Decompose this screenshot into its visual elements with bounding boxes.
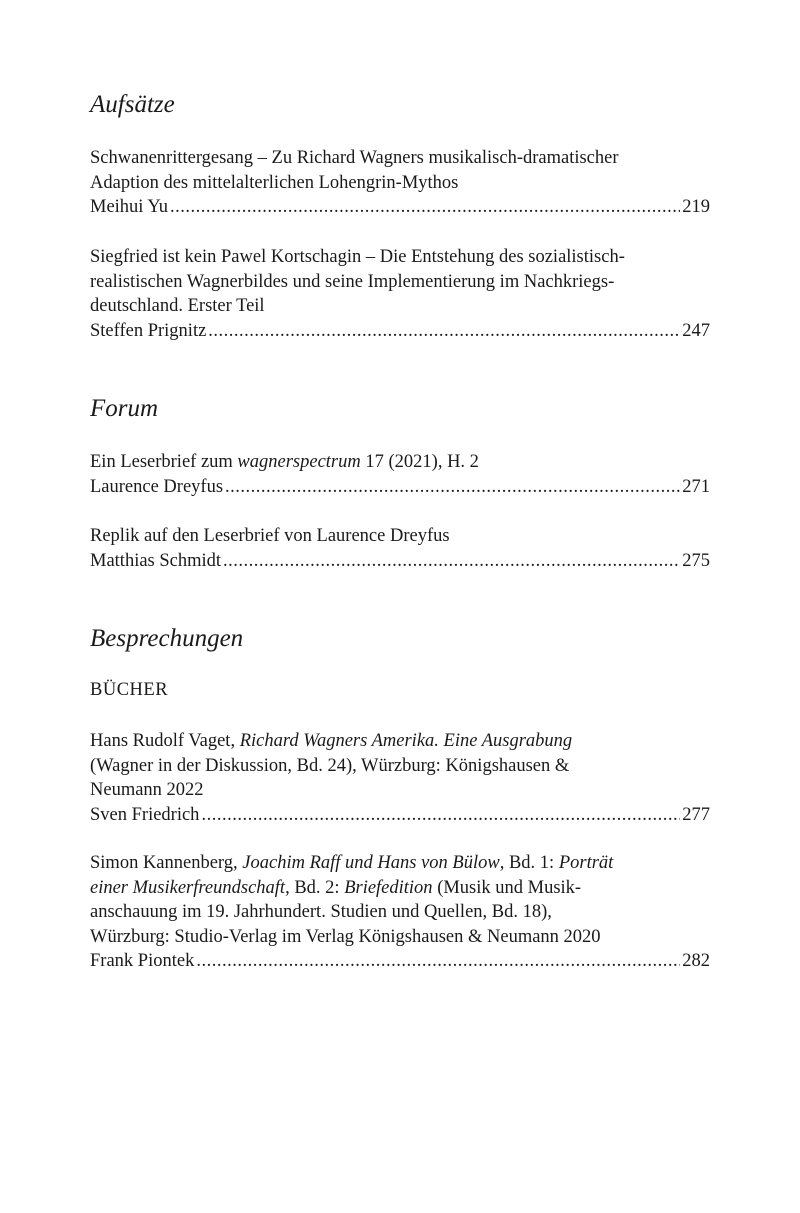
entry-title-line: Neumann 2022	[90, 780, 204, 800]
entry-author-line	[90, 475, 710, 500]
entry-author-line	[90, 949, 710, 974]
entry-title-line: Würzburg: Studio-Verlag im Verlag Königshausen & Neumann 2020	[90, 926, 601, 947]
entry-title-line	[90, 729, 710, 754]
entry-title-line	[90, 876, 710, 901]
entry-author: Sven Friedrich	[90, 804, 200, 825]
entry-page-number: 247	[682, 320, 710, 341]
dot-leader	[196, 949, 680, 974]
entry-page-number: 282	[682, 951, 710, 971]
entry-author: Frank Piontek	[90, 951, 195, 971]
journal-title: wagnerspectrum	[237, 452, 361, 472]
toc-entry[interactable]	[90, 524, 710, 573]
section-heading-forum: Forum	[90, 395, 159, 422]
book-title: Richard Wagners Amerika. Eine Ausgrabung	[239, 731, 573, 751]
entry-title-text: Ein Leserbrief zum	[90, 452, 238, 472]
entry-title-line: Schwanenrittergesang – Zu Richard Wagners musikalisch-dramatischer	[90, 148, 619, 168]
toc-entry[interactable]	[90, 146, 710, 220]
entry-page-number: 219	[682, 197, 710, 217]
entry-author-line	[90, 549, 710, 574]
book-title: einer Musikerfreundschaft	[90, 877, 286, 898]
section-heading-besprechungen: Besprechungen	[90, 625, 244, 652]
entry-title-text: (Musik und Musik-	[432, 877, 582, 898]
entry-title-line	[90, 851, 710, 876]
toc-entry[interactable]	[90, 729, 710, 827]
book-title: Joachim Raff und Hans von Bülow	[242, 853, 500, 873]
entry-title-line: deutschland. Erster Teil	[90, 296, 265, 316]
book-title: Briefedition	[344, 877, 433, 898]
dot-leader	[208, 319, 680, 344]
toc-entry[interactable]	[90, 851, 710, 974]
entry-title-text: 17 (2021), H. 2	[360, 452, 479, 472]
entry-title-text: , Bd. 2:	[285, 877, 345, 898]
toc-entry[interactable]	[90, 245, 710, 343]
entry-title-text: Hans Rudolf Vaget,	[90, 731, 240, 751]
entry-title-text: , Bd. 1:	[499, 853, 559, 873]
entry-title-line: Adaption des mittelalterlichen Lohengrin-Mythos	[90, 172, 459, 193]
entry-title-line: Replik auf den Leserbrief von Laurence Dreyfus	[90, 526, 450, 546]
entry-author-line	[90, 803, 710, 828]
entry-page-number: 277	[682, 804, 710, 825]
entry-author-line	[90, 319, 710, 344]
dot-leader	[170, 195, 680, 220]
toc-entry[interactable]	[90, 450, 710, 499]
entry-title-text: Simon Kannenberg,	[90, 853, 243, 873]
entry-page-number: 271	[682, 476, 710, 497]
entry-author: Laurence Dreyfus	[90, 476, 224, 497]
entry-title-line	[90, 450, 710, 475]
entry-author: Meihui Yu	[90, 197, 168, 217]
entry-title-line: Siegfried ist kein Pawel Kortschagin – Die Entstehung des sozialistisch-	[90, 247, 625, 267]
entry-author-line	[90, 195, 710, 220]
dot-leader	[223, 549, 680, 574]
dot-leader	[225, 475, 680, 500]
section-heading-aufsaetze: Aufsätze	[90, 91, 175, 118]
entry-title-line: anschauung im 19. Jahrhundert. Studien und Quellen, Bd. 18),	[90, 902, 552, 922]
entry-title-line: (Wagner in der Diskussion, Bd. 24), Würzburg: Königshausen &	[90, 755, 570, 776]
entry-author: Steffen Prignitz	[90, 320, 207, 341]
subheading-buecher: BÜCHER	[90, 680, 169, 700]
dot-leader	[201, 803, 680, 828]
book-title: Porträt	[558, 853, 614, 873]
entry-page-number: 275	[682, 550, 710, 571]
entry-author: Matthias Schmidt	[90, 550, 222, 571]
entry-title-line: realistischen Wagnerbildes und seine Implementierung im Nachkriegs-	[90, 271, 615, 292]
